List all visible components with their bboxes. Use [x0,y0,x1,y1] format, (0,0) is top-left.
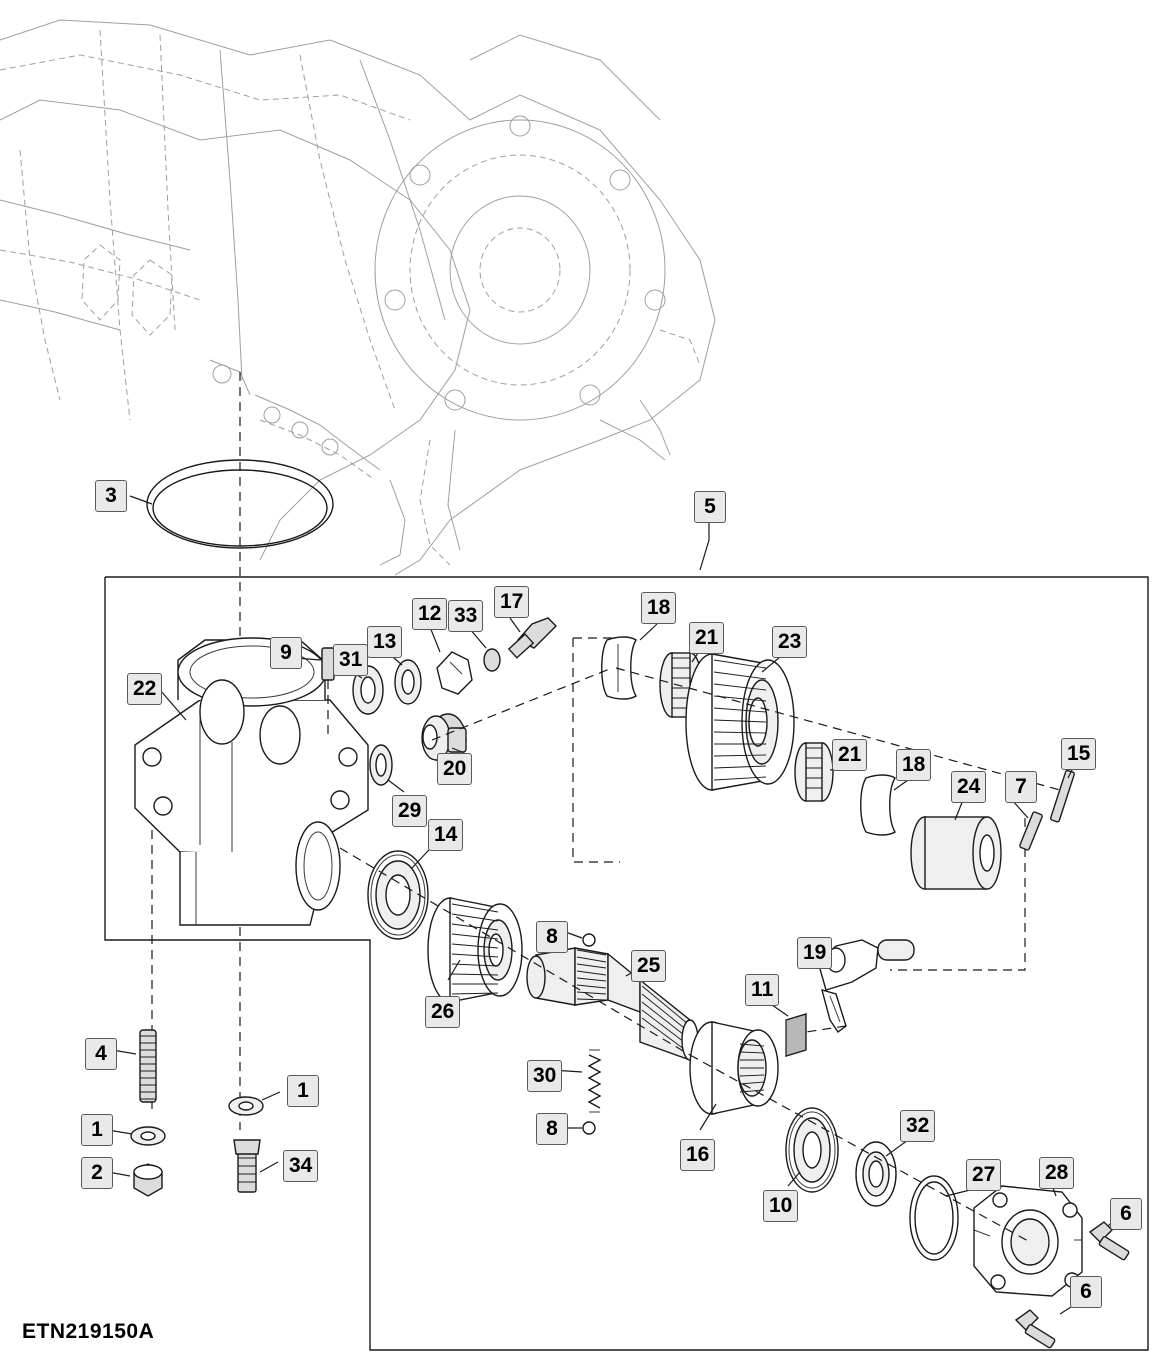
callout-26: 26 [425,996,460,1028]
figure-code: ETN219150A [22,1320,155,1343]
callout-25: 25 [631,950,666,982]
part-26-gear [428,898,522,1002]
callout-31: 31 [333,644,368,676]
part-32-seal [856,1140,908,1206]
part-15-rod [1050,766,1075,822]
callout-14: 14 [428,819,463,851]
callout-9: 9 [270,637,302,669]
callout-1-left: 1 [81,1114,113,1146]
callout-3: 3 [95,480,127,512]
part-29-washer [370,745,404,792]
part-7-pin [1012,800,1043,850]
callout-10: 10 [763,1190,798,1222]
callout-17: 17 [494,586,529,618]
callout-21-upper: 21 [689,622,724,654]
part-2-nut [108,1164,162,1196]
part-3-oring [130,460,333,548]
callout-34: 34 [283,1150,318,1182]
callout-7: 7 [1005,771,1037,803]
part-18a-washer [602,624,657,699]
callout-15: 15 [1061,738,1096,770]
callout-5: 5 [694,491,726,523]
part-28-retainer [974,1180,1082,1296]
callout-6-lower: 6 [1070,1276,1102,1308]
part-25-shaft [527,948,698,1060]
callout-11: 11 [745,974,779,1006]
callout-28: 28 [1039,1157,1074,1189]
callout-20: 20 [437,753,472,785]
part-24-spacer [911,800,1001,889]
callout-18-upper: 18 [641,592,676,624]
part-18b-washer [861,775,908,835]
part-1-washer-left [108,1127,165,1145]
callout-27: 27 [966,1159,1001,1191]
part-27-oring [910,1176,970,1260]
part-22-housing [135,638,368,925]
part-34-bolt [234,1140,278,1192]
part-10-bearing [786,1108,838,1192]
callout-19: 19 [797,937,832,969]
callout-13: 13 [367,626,402,658]
callout-30: 30 [527,1060,562,1092]
part-4-stud [112,1030,156,1102]
callout-6-upper: 6 [1110,1198,1142,1230]
callout-4: 4 [85,1038,117,1070]
callout-18-lower: 18 [896,749,931,781]
callout-2: 2 [81,1157,113,1189]
callout-32: 32 [900,1110,935,1142]
callout-29: 29 [392,795,427,827]
callout-21-lower: 21 [832,739,867,771]
callout-33: 33 [448,600,483,632]
callout-12: 12 [412,598,447,630]
callout-8-upper: 8 [536,921,568,953]
part-23-gear [686,652,794,790]
part-1-washer-right [229,1092,280,1115]
callout-23: 23 [772,626,807,658]
callout-24: 24 [951,771,986,803]
callout-8-lower: 8 [536,1113,568,1145]
callout-16: 16 [680,1139,715,1171]
callout-1-right: 1 [287,1075,319,1107]
callout-22: 22 [127,673,162,705]
part-16-coupler [690,1022,778,1130]
